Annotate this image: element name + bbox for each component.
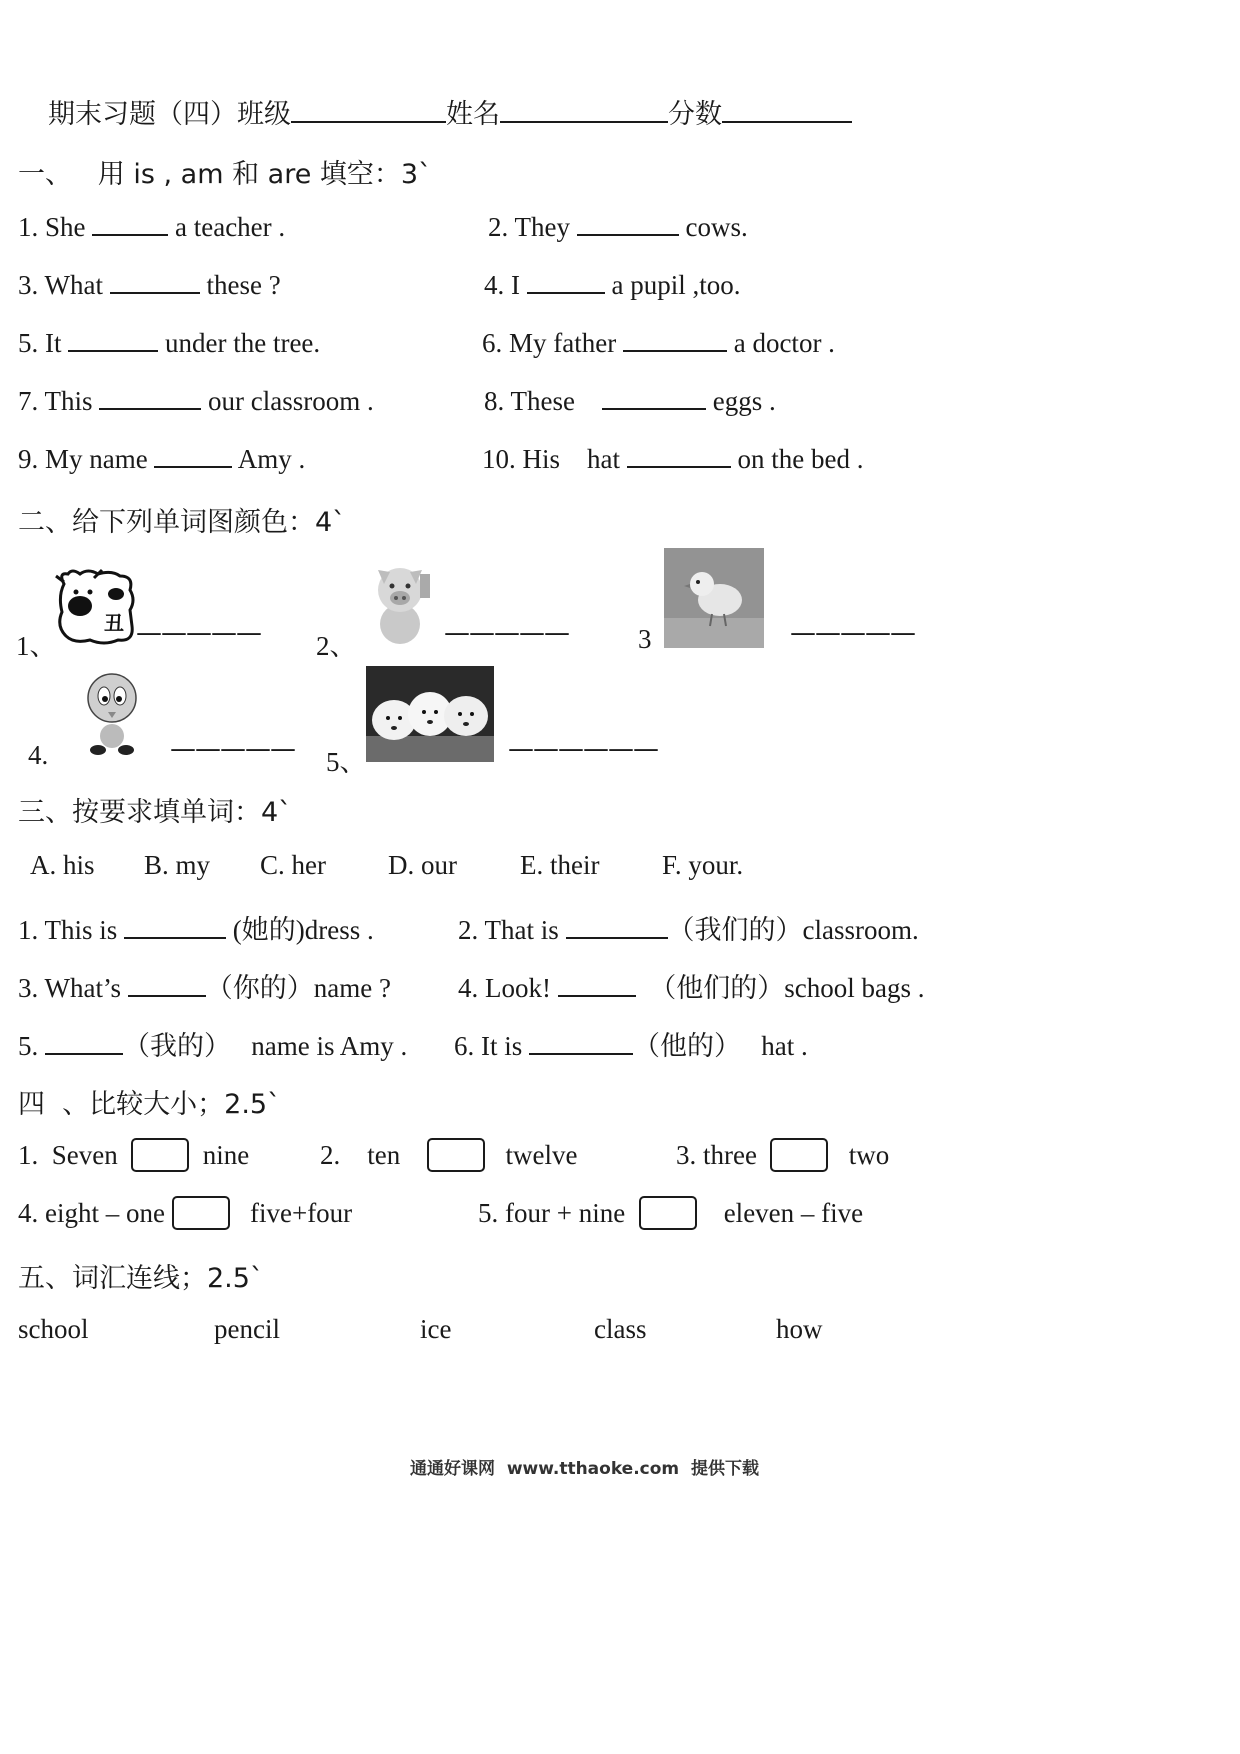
s3-item-text: 1. This is [18,915,118,945]
s1-item-10 [482,442,863,475]
s1-item-text: 6. My father [482,328,617,358]
s3-item-text: （他的） hat . [633,1031,808,1061]
section2-title: 二、给下列单词图颜色：4` [18,507,346,538]
footer-text: 通通好课网 www.tthaoke.com 提供下载 [410,1459,759,1479]
s1-item-1 [18,210,285,243]
s3-option: C. her [260,850,326,880]
match-word[interactable]: how [776,1314,823,1344]
s1-item-text: eggs . [712,386,776,416]
s3-item-text: 5. [18,1031,39,1061]
s3-item-text: 3. What’s [18,973,121,1003]
s1-item-text: a pupil ,too. [611,270,741,300]
s2-answer-line[interactable]: ————— [790,618,915,648]
s1-item-6 [482,326,835,359]
answer-blank[interactable] [627,442,731,468]
s1-item-text: 9. My name [18,444,148,474]
s4-item-2 [320,1140,577,1175]
s2-item-1 [16,624,57,663]
s1-item-text: under the tree. [165,328,321,358]
s3-item-text: （我的） name is Amy . [123,1031,408,1061]
s1-item-text: 4. I [484,270,520,300]
answer-blank[interactable] [68,326,158,352]
match-word[interactable]: pencil [214,1314,280,1344]
s4-item-3 [676,1140,889,1175]
s1-item-text: 10. His hat [482,444,620,474]
match-word[interactable]: school [18,1314,89,1344]
s1-item-text: 8. These [484,386,575,416]
section5-title: 五、词汇连线；2.5` [18,1263,264,1294]
s4-item-text: 1. Seven [18,1140,118,1170]
s3-item-4 [458,966,924,1005]
s1-item-5 [18,326,320,359]
s3-item-6 [454,1024,808,1063]
s1-item-text: our classroom . [208,386,374,416]
answer-blank[interactable] [92,210,168,236]
answer-blank[interactable] [99,384,201,410]
answer-blank[interactable] [124,913,226,939]
s1-item-9 [18,442,305,475]
section3-title: 三、按要求填单词：4` [18,797,292,828]
compare-box[interactable] [131,1138,189,1172]
s2-item-number: 2、 [316,631,357,661]
s1-item-text: 2. They [488,212,570,242]
match-word[interactable]: class [594,1314,647,1344]
s4-item-text: 5. four + nine [478,1198,626,1228]
answer-blank[interactable] [566,913,668,939]
answer-blank[interactable] [527,268,605,294]
s2-item-number: 1、 [16,631,57,661]
s1-item-text: a doctor . [733,328,835,358]
s4-item-text: five+four [249,1198,353,1228]
chick-photo [664,548,764,648]
s1-item-4 [484,268,741,301]
section4-title: 四 、比较大小；2.5` [18,1089,281,1120]
s4-item-text: 4. eight – one [18,1198,165,1228]
answer-blank[interactable] [623,326,727,352]
s1-item-2 [488,210,748,243]
section1-title: 用 is , am 和 are 填空：3` [97,159,432,190]
s2-answer-line[interactable]: ————— [170,734,295,764]
s3-option: D. our [388,850,457,880]
s4-item-1 [18,1140,249,1175]
s3-item-text: （我们的）classroom. [667,915,919,945]
section1-number: 一、 [18,159,72,190]
answer-blank[interactable] [110,268,200,294]
pig-icon [368,560,432,646]
s4-item-5 [478,1198,863,1233]
section1-heading [18,152,432,191]
s2-item-number: 5、 [326,747,367,777]
score-label: 分数 [668,99,722,130]
compare-box[interactable] [639,1196,697,1230]
s1-item-text: 3. What [18,270,103,300]
answer-blank[interactable] [128,971,206,997]
s1-item-text: these ? [206,270,281,300]
match-word[interactable]: ice [420,1314,452,1344]
s1-item-3 [18,268,281,301]
answer-blank[interactable] [577,210,679,236]
class-field[interactable] [291,97,446,123]
cow-icon [54,566,138,646]
s2-item-4 [28,740,48,771]
s2-item-5 [326,740,367,779]
s4-item-text: eleven – five [723,1198,864,1228]
s1-item-7 [18,384,374,417]
s1-item-text: a teacher . [175,212,286,242]
s3-item-1 [18,908,374,947]
s3-item-text: 4. Look! [458,973,551,1003]
score-field[interactable] [722,97,852,123]
s2-answer-line[interactable]: ————— [136,618,261,648]
s2-item-2 [316,624,357,663]
s3-option: E. their [520,850,600,880]
s2-item-number: 3 [638,624,652,654]
answer-blank[interactable] [154,442,232,468]
s3-item-text: 6. It is [454,1031,523,1061]
s1-item-text: Amy . [237,444,306,474]
s1-item-text: 7. This [18,386,93,416]
s3-item-5 [18,1024,407,1063]
page-title: 期末习题（四）班级 [48,99,291,130]
s3-item-2 [458,908,919,947]
name-label: 姓名 [446,99,500,130]
answer-blank[interactable] [602,384,706,410]
answer-blank[interactable] [529,1029,633,1055]
s4-item-text: two [848,1140,890,1170]
s2-answer-line[interactable]: ————— [444,618,569,648]
s1-item-text: on the bed . [737,444,864,474]
s4-item-text: 3. three [676,1140,757,1170]
s3-item-text: （他们的）school bags . [649,973,925,1003]
s3-item-text: （你的）name ? [205,973,391,1003]
s3-option: B. my [144,850,211,880]
s4-item-text: nine [202,1140,250,1170]
answer-blank[interactable] [45,1029,123,1055]
compare-box[interactable] [770,1138,828,1172]
s1-item-8 [484,384,776,417]
s2-item-3 [638,624,652,655]
s1-item-text: 5. It [18,328,62,358]
bird-cartoon-icon [84,670,140,764]
s3-item-text: 2. That is [458,915,559,945]
s1-item-text: cows. [685,212,748,242]
svg-text:丑: 丑 [104,611,124,635]
compare-box[interactable] [427,1138,485,1172]
s2-item-number: 4. [28,740,49,770]
name-field[interactable] [500,97,668,123]
compare-box[interactable] [172,1196,230,1230]
s3-option: F. your. [662,850,744,880]
answer-blank[interactable] [558,971,636,997]
s3-item-text: (她的)dress . [232,915,374,945]
s4-item-text: 2. ten [320,1140,401,1170]
s2-answer-line[interactable]: —————— [508,734,658,764]
worksheet-header [48,92,852,131]
s4-item-4 [18,1198,352,1233]
puppies-photo [366,666,494,762]
s3-option: A. his [30,850,95,880]
s1-item-text: 1. She [18,212,86,242]
s4-item-text: twelve [505,1140,578,1170]
s3-item-3 [18,966,391,1005]
